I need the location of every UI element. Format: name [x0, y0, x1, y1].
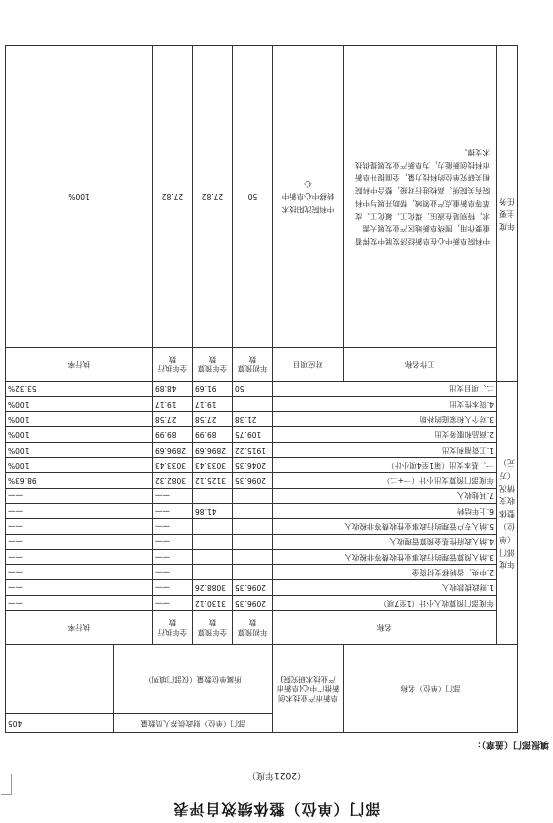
budget-row: [6, 396, 518, 411]
budget-row-rate: 100%: [6, 458, 153, 473]
budget-row-full-budget: 3130.12: [193, 595, 233, 610]
budget-row-full-budget: 41.86: [193, 503, 233, 518]
budget-row-full-budget: 19.17: [193, 396, 233, 411]
budget-row-name: 1.工资福利支出: [273, 442, 497, 457]
budget-row-rate: 100%: [6, 442, 153, 457]
budget-row-rate: ——: [6, 549, 153, 564]
budget-row: [6, 595, 518, 610]
budget-row-full-budget: [193, 534, 233, 549]
budget-row: [6, 503, 518, 518]
sub-units-label: 所属单位数量（仅部门填列）: [114, 645, 273, 714]
budget-row-full-exec: 89.99: [153, 427, 193, 442]
budget-row: [6, 473, 518, 488]
budget-row-full-budget: [193, 565, 233, 580]
budget-row: [6, 488, 518, 503]
budget-row-name: 6.上年结转: [273, 503, 497, 518]
budget-row: [6, 549, 518, 564]
budget-row: [6, 427, 518, 442]
budget-row: [6, 412, 518, 427]
budget-row-year-budget: 2046.35: [233, 458, 273, 473]
dept-name-value: 阜新市产业技术创新推广中心(阜新市产业技术研究院): [273, 645, 344, 733]
budget-row-rate: 100%: [6, 427, 153, 442]
budget-row-full-budget: [193, 519, 233, 534]
tasks-header-year-budget: 年初预算数: [233, 347, 273, 381]
budget-row-year-budget: 2096.35: [233, 580, 273, 595]
budget-row-year-budget: [233, 503, 273, 518]
budget-row-full-exec: ——: [153, 534, 193, 549]
budget-row-full-exec: ——: [153, 580, 193, 595]
tasks-side-label: 年度主要任务: [497, 45, 518, 381]
budget-row-year-budget: [233, 565, 273, 580]
budget-header-full-budget: 全年预算数: [193, 611, 233, 645]
budget-row-full-budget: [193, 488, 233, 503]
budget-row: [6, 580, 518, 595]
budget-row-rate: ——: [6, 488, 153, 503]
task-row: [6, 45, 518, 347]
budget-row-full-exec: ——: [153, 549, 193, 564]
budget-row-name: 年度部门预算收入小计（1至7项）: [273, 595, 497, 610]
budget-row-name: 一、基本支出（第1至4项小计）: [273, 458, 497, 473]
budget-row-name: 年度部门预算支出小计（一+二）: [273, 473, 497, 488]
budget-row-name: 1.财政拨款收入: [273, 580, 497, 595]
budget-row-full-exec: ——: [153, 595, 193, 610]
budget-row-full-exec: ——: [153, 565, 193, 580]
budget-row-full-exec: ——: [153, 503, 193, 518]
budget-row-full-budget: 3033.43: [193, 458, 233, 473]
budget-row-full-budget: 2896.69: [193, 442, 233, 457]
task-row-year-budget: 50: [233, 45, 273, 347]
budget-row-year-budget: [233, 534, 273, 549]
budget-row-rate: 98.63%: [6, 473, 153, 488]
budget-row-rate: 100%: [6, 396, 153, 411]
budget-row-rate: ——: [6, 503, 153, 518]
budget-header-row: [6, 611, 518, 645]
dept-name-label: 部门（单位）名称: [344, 645, 518, 733]
budget-row-full-exec: ——: [153, 519, 193, 534]
tasks-header-full-budget: 全年预算数: [193, 347, 233, 381]
budget-header-name: 名称: [273, 611, 497, 645]
budget-row-full-exec: 2896.69: [153, 442, 193, 457]
staff-count-label: 部门（单位）财政供养人员数量: [114, 714, 273, 733]
tasks-header-full-exec: 全年执行数: [153, 347, 193, 381]
budget-row-rate: 100%: [6, 412, 153, 427]
budget-row-year-budget: [233, 549, 273, 564]
budget-row-full-budget: 3125.12: [193, 473, 233, 488]
budget-row-full-budget: 91.69: [193, 381, 233, 396]
self-evaluation-table: [5, 45, 518, 733]
task-row-full-exec: 27.82: [153, 45, 193, 347]
document-year: （2021年度）: [247, 770, 306, 780]
budget-row-year-budget: 1915.22: [233, 442, 273, 457]
budget-row-full-budget: 3088.26: [193, 580, 233, 595]
budget-row: [6, 519, 518, 534]
budget-row-rate: ——: [6, 595, 153, 610]
budget-row-name: 3.对个人和家庭的补助: [273, 412, 497, 427]
filing-unit-label: 填报部门（盖章）：: [472, 739, 549, 749]
tasks-header-project: 对应项目: [273, 347, 344, 381]
budget-row: [6, 565, 518, 580]
task-row-name: 中科院阜新中心在阜新经济发展中发挥着重要作用，围绕阜新地区产业发展大需求，特别是在液压、煤化工、氟化工、皮革等阜新重点产业领域，帮助开展与中科院有关院所、高校进行对接，整合中科院相关研究单位的科技力量，全面提升阜新市科技创新能力，为阜新产业发展提供技术支撑。: [344, 45, 497, 347]
corner-mark: [1, 774, 12, 795]
budget-row-full-exec: 3082.32: [153, 473, 193, 488]
budget-row-full-budget: 27.58: [193, 412, 233, 427]
budget-row-name: 5.纳入专户管理的行政事业性收费等非税收入: [273, 519, 497, 534]
budget-row: [6, 381, 518, 396]
tasks-header-row: [6, 347, 518, 381]
budget-row-year-budget: 2096.35: [233, 595, 273, 610]
budget-row: [6, 442, 518, 457]
task-row-project: 中科院沈阳技术转移中心阜新中心: [273, 45, 344, 347]
budget-row: [6, 458, 518, 473]
budget-row-name: 2.中央、省转移支付资金: [273, 565, 497, 580]
budget-row-year-budget: 50: [233, 381, 273, 396]
task-row-rate: 100%: [6, 45, 153, 347]
tasks-header-name: 工作名称: [344, 347, 497, 381]
document-title: 部门（单位）整体绩效自评表: [172, 800, 381, 818]
budget-row-name: 4.资本性支出: [273, 396, 497, 411]
budget-row-year-budget: 21.38: [233, 412, 273, 427]
budget-row-full-exec: 19.17: [153, 396, 193, 411]
sub-units-value: [6, 645, 114, 714]
staff-count-value: 405: [6, 714, 114, 733]
budget-row-full-budget: [193, 549, 233, 564]
budget-row-name: 4.纳入政府性基金预算管理收入: [273, 534, 497, 549]
budget-row-rate: ——: [6, 580, 153, 595]
budget-row-year-budget: 2096.35: [233, 473, 273, 488]
budget-header-year-budget: 年初预算数: [233, 611, 273, 645]
budget-row-name: 3.纳入预算管理的行政事业性收费等非税收入: [273, 549, 497, 564]
budget-row-year-budget: 109.75: [233, 427, 273, 442]
budget-row-full-exec: 27.58: [153, 412, 193, 427]
budget-row-rate: ——: [6, 534, 153, 549]
budget-row-year-budget: [233, 488, 273, 503]
budget-row-name: 7.其他收入: [273, 488, 497, 503]
budget-row-rate: ——: [6, 565, 153, 580]
budget-row: [6, 534, 518, 549]
budget-row-rate: 53.32%: [6, 381, 153, 396]
budget-row-full-exec: ——: [153, 488, 193, 503]
budget-row-year-budget: [233, 519, 273, 534]
task-row-full-budget: 27.82: [193, 45, 233, 347]
budget-row-full-budget: 89.99: [193, 427, 233, 442]
budget-row-rate: ——: [6, 519, 153, 534]
budget-side-label: 年度部门（单位）整体收支情况（万元）: [497, 381, 518, 644]
budget-row-year-budget: [233, 396, 273, 411]
tasks-header-rate: 执行率: [6, 347, 153, 381]
budget-row-full-exec: 3033.43: [153, 458, 193, 473]
budget-header-rate: 执行率: [6, 611, 153, 645]
budget-header-full-exec: 全年执行数: [153, 611, 193, 645]
budget-row-full-exec: 48.89: [153, 381, 193, 396]
budget-row-name: 2.商品和服务支出: [273, 427, 497, 442]
budget-row-name: 二、项目支出: [273, 381, 497, 396]
